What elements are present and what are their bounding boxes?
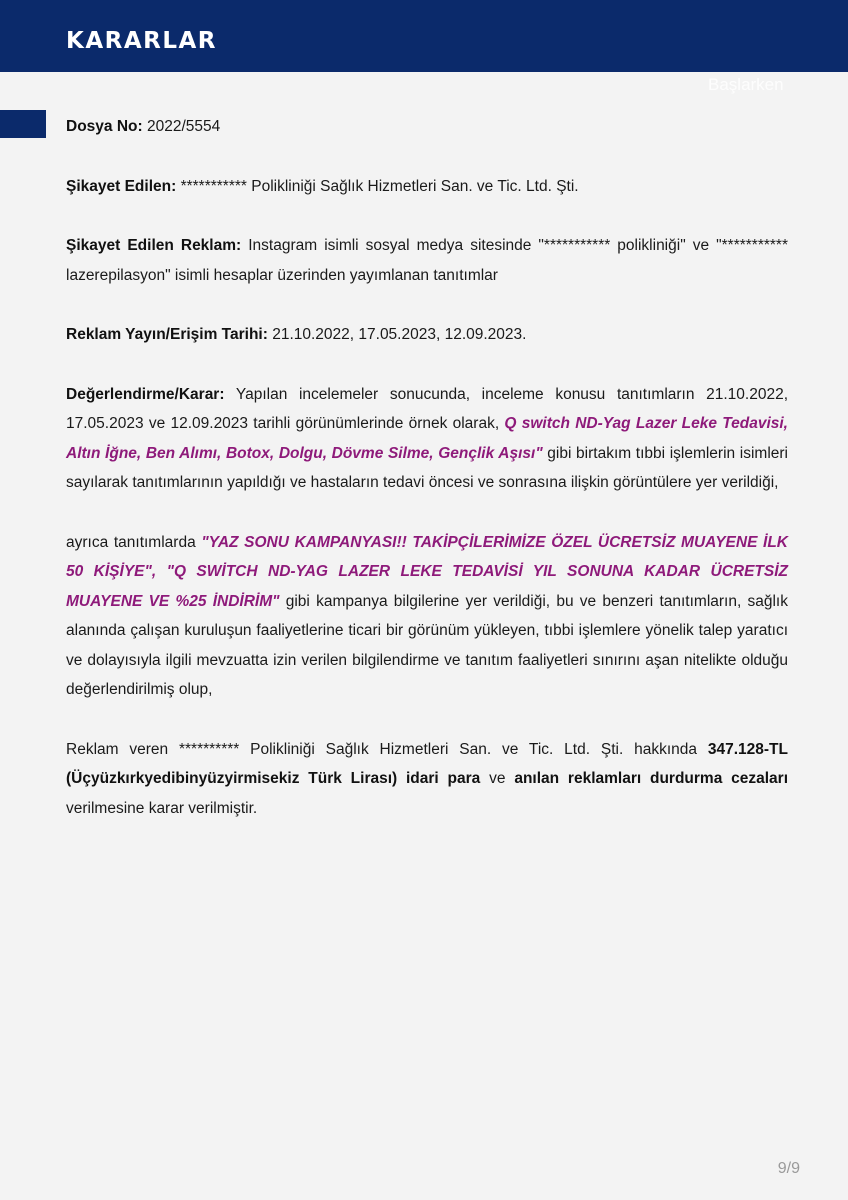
file-number-label: Dosya No:: [66, 118, 143, 135]
penalty-amount: 347.128-TL (Üçyüzkırkyedibinyüzyirmisekiz Türk Lirası) idari para: [66, 740, 788, 787]
date-value: 21.10.2022, 17.05.2023, 12.09.2023.: [272, 326, 527, 343]
penalty-text-2: ve: [489, 770, 506, 787]
evaluation-text-1: Yapılan incelemeler sonucunda, inceleme konusu tanıtımların 21.10.2022, 17.05.2023 ve 12.09.2023 tarihli görünümlerinde örnek olarak,: [66, 385, 788, 432]
page-title: KARARLAR: [66, 28, 218, 54]
faded-heading: Başlarken: [708, 75, 784, 94]
advertisement-label: Şikayet Edilen Reklam:: [66, 237, 242, 254]
date-line: [66, 320, 788, 350]
penalty-bold-2: anılan reklamları durdurma cezaları: [514, 770, 789, 787]
penalty-text-1: Reklam veren ********** Polikliniği Sağlık Hizmetleri San. ve Tic. Ltd. Şti. hakkında: [66, 740, 697, 758]
penalty-paragraph: [66, 735, 788, 824]
evaluation-paragraph: [66, 380, 788, 498]
side-tab-marker: [0, 110, 46, 138]
advertisement-line: [66, 231, 788, 290]
evaluation-text-2: gibi birtakım tıbbi işlemlerin isimleri sayılarak tanıtımlarının yapıldığı ve hastaların tedavi öncesi ve sonrasına ilişkin görüntülere yer verildiği,: [66, 444, 788, 491]
decision-body: [66, 112, 788, 823]
advertisement-value: Instagram isimli sosyal medya sitesinde "*********** polikliniği" ve "*********** lazerepilasyon" isimli hesaplar üzerinden yayımlanan tanıtımlar: [66, 237, 788, 284]
campaign-text-1: ayrıca tanıtımlarda: [66, 533, 196, 551]
campaign-paragraph: [66, 528, 788, 705]
evaluation-label: Değerlendirme/Karar:: [66, 385, 225, 403]
complainee-value: *********** Polikliniği Sağlık Hizmetleri San. ve Tic. Ltd. Şti.: [180, 177, 579, 195]
campaign-highlight: "YAZ SONU KAMPANYASI!! TAKİPÇİLERİMİZE ÖZEL ÜCRETSİZ MUAYENE İLK 50 KİŞİYE", "Q SWİTCH ND-YAG LAZER LEKE TEDAVİSİ YIL SONUNA KADAR ÜCRETSİZ MUAYENE VE %25 İNDİRİM": [66, 533, 789, 610]
penalty-text-3: verilmesine karar verilmiştir.: [66, 799, 258, 817]
page-number: 9/9: [777, 1160, 800, 1177]
date-label: Reklam Yayın/Erişim Tarihi:: [66, 326, 268, 343]
complainee-label: Şikayet Edilen:: [66, 177, 177, 195]
file-number-value: 2022/5554: [146, 118, 221, 135]
complainee-line: [66, 172, 788, 202]
evaluation-highlight: Q switch ND-Yag Lazer Leke Tedavisi, Altın İğne, Ben Alımı, Botox, Dolgu, Dövme Silme, Gençlik Aşısı": [66, 415, 788, 462]
file-number-line: [66, 112, 788, 142]
campaign-text-2: gibi kampanya bilgilerine yer verildiği, bu ve benzeri tanıtımların, sağlık alanında çalışan kuruluşun faaliyetlerine ticari bir görünüm yükleyen, tıbbi işlemlere yönelik talep yaratıcı ve dolayısıyla ilgili mevzuatta izin verilen bilgilendirme ve tanıtım faaliyetleri sınırını aşan nitelikte olduğu değerlendirilmiş olup,: [66, 592, 788, 698]
